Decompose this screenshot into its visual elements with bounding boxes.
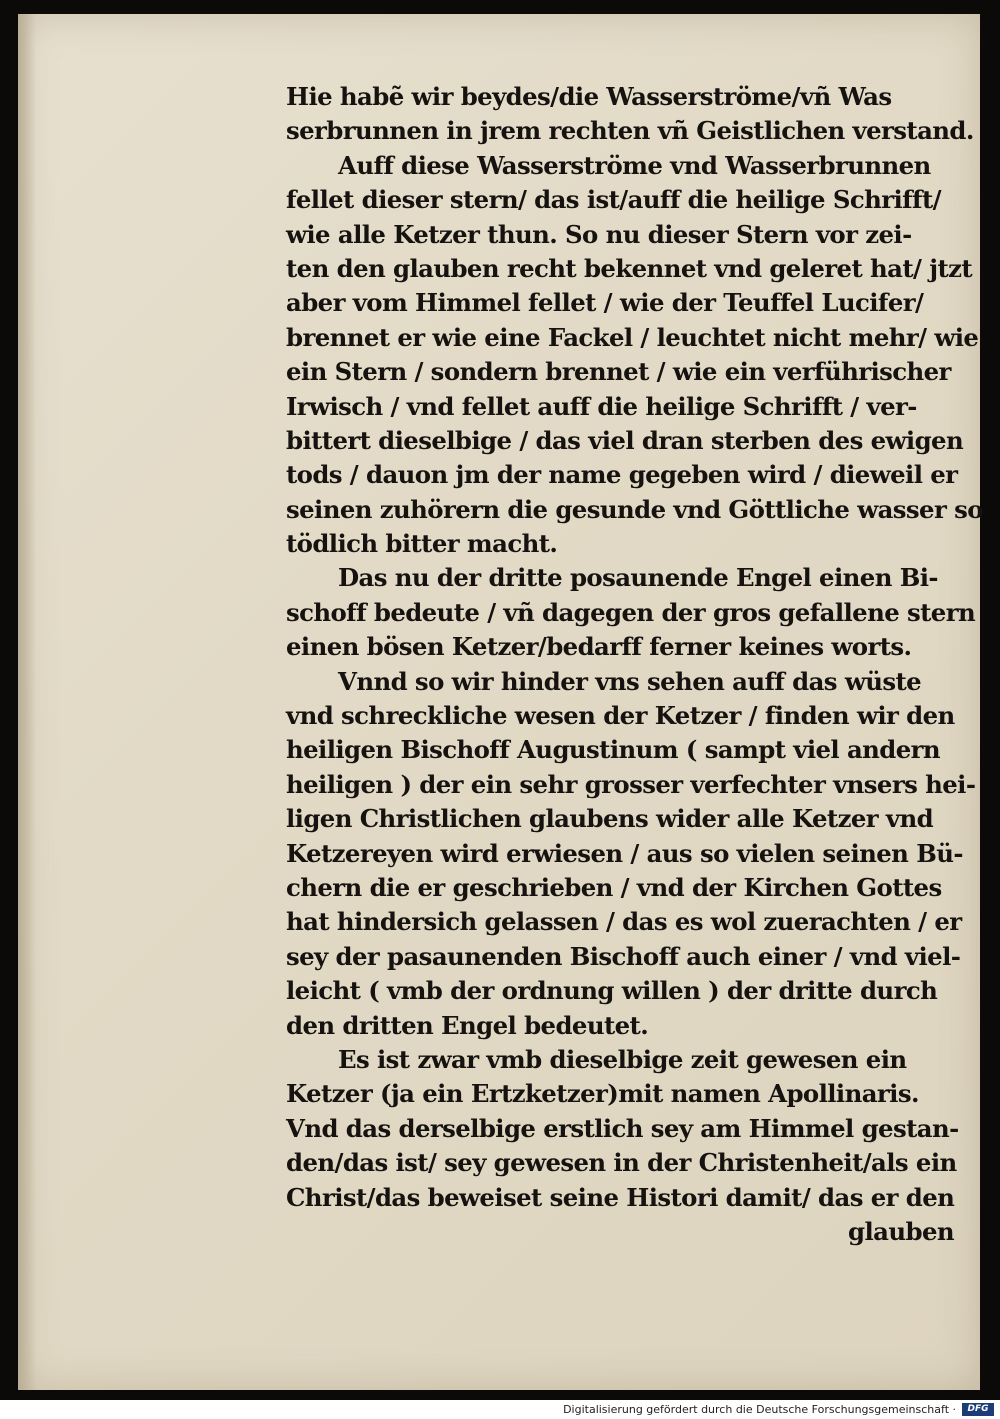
text-line: Ketzereyen wird erwiesen / aus so vielen seinen Bü- [286, 838, 963, 868]
page-gutter-shadow [18, 14, 36, 1390]
text-line: bittert dieselbige / das viel dran sterben des ewigen [286, 425, 964, 455]
text-line: Ketzer (ja ein Ertzketzer)mit namen Apollinaris. [286, 1079, 919, 1109]
text-line: ein Stern / sondern brennet / wie ein verführischer [286, 357, 951, 387]
text-line: Das nu der dritte posaunende Engel einen Bi- [338, 563, 938, 593]
text-line: tödlich bitter macht. [286, 529, 558, 559]
text-line: wie alle Ketzer thun. So nu dieser Stern vor zei- [286, 219, 912, 249]
digitization-footer [0, 1400, 1000, 1419]
catchword: glauben [848, 1216, 954, 1246]
text-line: heiligen ) der ein sehr grosser verfechter vnsers hei- [286, 769, 976, 799]
text-line: hat hindersich gelassen / das es wol zuerachten / er [286, 907, 962, 937]
page-text-block [286, 80, 983, 1249]
text-line: aber vom Himmel fellet / wie der Teuffel Lucifer/ [286, 288, 924, 318]
text-line: leicht ( vmb der ordnung willen ) der dritte durch [286, 976, 938, 1006]
text-line: serbrunnen in jrem rechten vñ Geistlichen verstand. [286, 116, 974, 146]
text-line: ligen Christlichen glaubens wider alle Ketzer vnd [286, 804, 934, 834]
text-line: brennet er wie eine Fackel / leuchtet nicht mehr/ wie [286, 322, 979, 352]
text-line: fellet dieser stern/ das ist/auff die heilige Schrifft/ [286, 185, 941, 215]
text-line: vnd schreckliche wesen der Ketzer / finden wir den [286, 701, 955, 731]
text-line: den dritten Engel bedeutet. [286, 1010, 649, 1040]
text-line: Irwisch / vnd fellet auff die heilige Schrifft / ver- [286, 391, 917, 421]
text-line: sey der pasaunenden Bischoff auch einer / vnd viel- [286, 941, 961, 971]
text-line: ten den glauben recht bekennet vnd geleret hat/ jtzt [286, 253, 973, 283]
text-line: tods / dauon jm der name gegeben wird / dieweil er [286, 460, 958, 490]
text-line: Auff diese Wasserströme vnd Wasserbrunnen [338, 150, 931, 180]
text-line: seinen zuhörern die gesunde vnd Göttliche wasser so [286, 494, 983, 524]
text-line: chern die er geschrieben / vnd der Kirchen Gottes [286, 872, 942, 902]
dfg-logo-icon: DFG [962, 1403, 994, 1416]
text-line: den/das ist/ sey gewesen in der Christenheit/als ein [286, 1148, 957, 1178]
funding-notice: Digitalisierung gefördert durch die Deutsche Forschungsgemeinschaft · [563, 1403, 956, 1416]
text-line: einen bösen Ketzer/bedarff ferner keines worts. [286, 632, 912, 662]
text-line: Christ/das beweiset seine Histori damit/ das er den [286, 1182, 955, 1212]
text-line: Vnnd so wir hinder vns sehen auff das wüste [338, 666, 922, 696]
text-line: schoff bedeute / vñ dagegen der gros gefallene stern [286, 597, 976, 627]
text-line: heiligen Bischoff Augustinum ( sampt viel andern [286, 735, 941, 765]
text-line: Es ist zwar vmb dieselbige zeit gewesen ein [338, 1044, 907, 1074]
text-line: Vnd das derselbige erstlich sey am Himmel gestan- [286, 1113, 959, 1143]
text-line: Hie habẽ wir beydes/die Wasserströme/vñ Was [286, 82, 892, 111]
